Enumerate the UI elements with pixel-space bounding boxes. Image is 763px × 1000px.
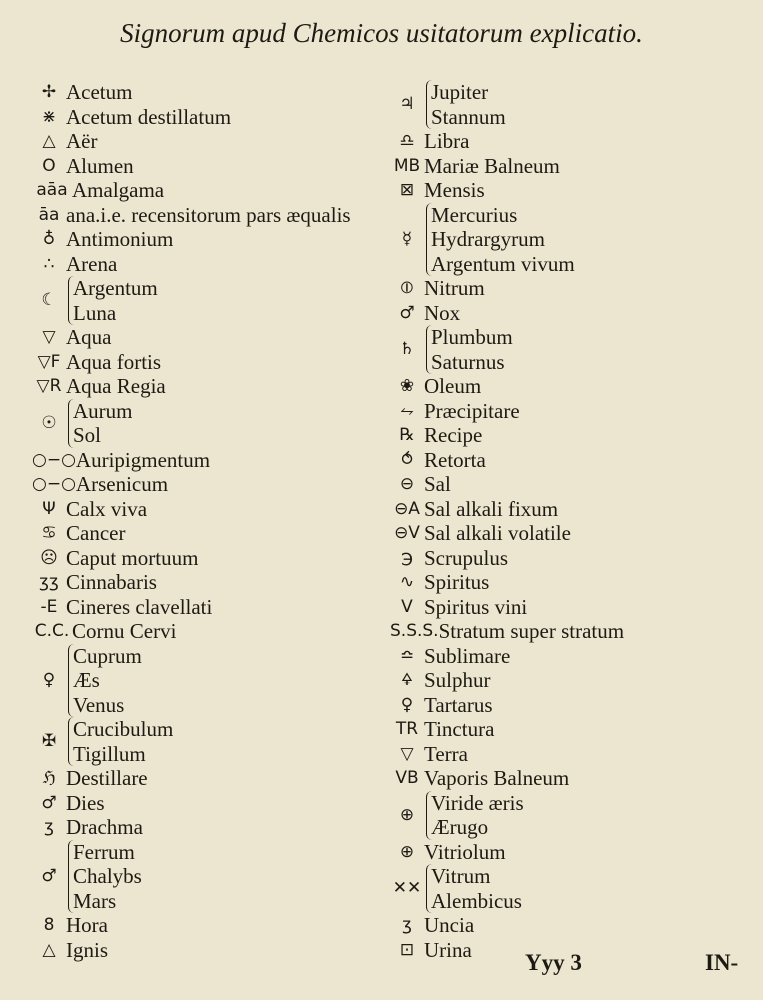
dram-icon: ʒ <box>44 817 54 837</box>
entry-term: Oleum <box>424 374 482 398</box>
brace-group <box>68 276 158 325</box>
entry-term: Nox <box>424 300 461 325</box>
glossary-entry <box>32 595 387 620</box>
entry-term: Cineres clavellati <box>66 594 213 619</box>
entry-term: Venus <box>73 692 125 717</box>
entry-term: Viride æris <box>431 790 524 815</box>
glossary-entry <box>390 129 755 154</box>
scruple-icon: ℈ <box>401 547 413 568</box>
niter-icon: ⦶ <box>400 278 414 298</box>
glossary-entry <box>32 154 387 179</box>
entry-term: Sulphur <box>424 668 491 692</box>
night-icon: ♂ <box>399 302 415 323</box>
glossary-entry <box>390 668 755 693</box>
entry-term: Mars <box>73 888 117 913</box>
entry-term: Tigillum <box>73 741 146 766</box>
entry-term: Mercurius <box>431 202 518 227</box>
precipitate-icon: ⥊ <box>400 400 414 421</box>
sulphur-icon: 🜍 <box>401 670 413 690</box>
entry-term: Chalybs <box>73 864 142 888</box>
entry-term: Antimonium <box>66 227 174 251</box>
catchword: IN- <box>705 950 739 975</box>
signature-mark: Yyy 3 <box>525 950 582 975</box>
entry-term: Aër <box>66 129 98 153</box>
glossary-entry <box>32 374 387 399</box>
double-cross-icon: ⋇ <box>41 106 57 127</box>
entry-term: Sublimare <box>424 643 511 668</box>
glossary-entry <box>390 203 755 277</box>
skull-icon: ☹ <box>40 547 58 568</box>
brace-group <box>68 644 142 718</box>
entry-term: Plumbum <box>431 325 513 349</box>
glossary-entry <box>390 693 755 718</box>
glossary-entry <box>390 276 755 301</box>
glossary-entry <box>32 178 387 203</box>
entry-term: Dies <box>66 790 105 815</box>
entry-term: Sal <box>424 472 451 496</box>
aa-icon: āa <box>38 204 60 225</box>
jupiter-icon: ♃ <box>399 94 415 115</box>
orpiment-icon: ○−○ <box>32 449 76 470</box>
glossary-entry <box>32 203 387 228</box>
glossary-entry <box>390 913 755 938</box>
vb-icon: VB <box>395 768 419 788</box>
glossary-entry <box>32 815 387 840</box>
spirit-wine-icon: V <box>401 596 413 617</box>
entry-term: Alumen <box>66 153 134 178</box>
aaa-icon: aāa <box>36 180 68 200</box>
hour-icon: 8 <box>43 915 55 935</box>
page-title: Signorum apud Chemicos usitatorum explicatio. <box>120 18 643 48</box>
libra-icon: ♎ <box>399 131 415 151</box>
entry-term: Alembicus <box>431 888 522 913</box>
entry-term: Aqua <box>66 325 112 349</box>
aqua-fortis-icon: ▽F <box>37 351 61 372</box>
glossary-entry <box>32 497 387 522</box>
glossary-entry <box>32 938 387 963</box>
cancer-icon: ♋ <box>41 523 57 543</box>
entry-term: Cuprum <box>73 643 142 668</box>
cinnabar-icon: ʒʒ <box>39 572 59 592</box>
entry-term: Cancer <box>66 521 126 545</box>
glossary-entry <box>32 619 387 644</box>
glossary-entry <box>390 619 755 644</box>
glossary-entry <box>32 252 387 277</box>
sss-icon: S.S.S. <box>390 621 439 641</box>
entry-term: Vitrum <box>431 864 491 888</box>
entry-term: Sol <box>73 423 102 447</box>
circle-icon: O <box>42 155 56 176</box>
brace-group <box>426 325 513 374</box>
salt-icon: ⊖ <box>399 474 415 494</box>
entry-term: Nitrum <box>424 276 485 300</box>
entry-term: Acetum <box>66 80 133 104</box>
retort-icon: ⥀ <box>401 449 413 470</box>
distill-icon: ℌ <box>42 768 56 788</box>
entry-term: Stratum super stratum <box>438 619 625 643</box>
ounce-icon: ʒ <box>402 915 412 935</box>
entry-term: Sal alkali volatile <box>424 521 571 545</box>
entry-term: Mensis <box>424 178 485 202</box>
entry-term: Saturnus <box>431 349 505 374</box>
mercury-icon: ☿ <box>401 229 413 249</box>
entry-term: Luna <box>73 300 117 325</box>
entry-term: Caput mortuum <box>66 545 199 570</box>
recipe-icon: ℞ <box>399 425 415 445</box>
glossary-entry <box>390 595 755 620</box>
antimony-icon: ♁ <box>42 229 56 249</box>
tartar-icon: ♀ <box>400 694 414 715</box>
entry-term: Drachma <box>66 815 143 839</box>
entry-term: Urina <box>424 937 472 962</box>
glossary-entry <box>390 717 755 742</box>
glossary-entry <box>32 766 387 791</box>
entry-term: Arena <box>66 251 118 276</box>
entry-term: Amalgama <box>72 178 165 202</box>
verdigris-icon: ⊕ <box>399 804 415 825</box>
entry-term: Spiritus vini <box>424 594 528 619</box>
water-triangle-icon: ▽ <box>42 327 56 347</box>
entry-term: ana.i.e. recensitorum pars æqualis <box>66 202 351 227</box>
entry-term: Præcipitare <box>424 398 520 423</box>
glossary-entry <box>390 840 755 865</box>
spirit-icon: ∿ <box>399 572 415 592</box>
arsenic-icon: ○−○ <box>32 474 76 494</box>
entry-term: Arsenicum <box>75 472 169 496</box>
glossary-entry <box>32 791 387 816</box>
entry-term: Uncia <box>424 913 475 937</box>
glossary-entry <box>390 546 755 571</box>
saturn-icon: ♄ <box>399 339 415 360</box>
glossary-entry <box>390 423 755 448</box>
entry-term: Vaporis Balneum <box>424 766 570 790</box>
brace-group <box>426 791 524 840</box>
glossary-entry <box>32 472 387 497</box>
entry-term: Vitriolum <box>424 839 506 864</box>
glossary-entry <box>390 766 755 791</box>
glass-icon: ✕✕ <box>392 878 422 899</box>
urine-icon: ⊡ <box>399 939 415 960</box>
glossary-entry <box>390 570 755 595</box>
glossary-entry <box>32 350 387 375</box>
entry-term: Hora <box>66 913 108 937</box>
entry-term: Argentum <box>73 276 158 300</box>
glossary-entry <box>390 472 755 497</box>
mars-icon: ♂ <box>41 866 57 886</box>
glossary-entry <box>32 105 387 130</box>
glossary-entry <box>32 325 387 350</box>
entry-term: Ferrum <box>73 839 135 864</box>
moon-icon: ☾ <box>41 290 57 311</box>
glossary-entry <box>32 717 387 766</box>
entry-term: Argentum vivum <box>431 251 575 276</box>
glossary-entry <box>32 644 387 718</box>
mb-icon: MB <box>393 155 421 176</box>
glossary-entry <box>390 301 755 326</box>
right-column <box>390 80 755 962</box>
triangle-bar-icon: △ <box>42 131 56 151</box>
sublimate-icon: ≏ <box>399 645 415 666</box>
volatile-alkali-icon: ⊖V <box>394 523 420 543</box>
glossary-entry <box>32 80 387 105</box>
entry-term: Hydrargyrum <box>431 227 545 251</box>
glossary-entry <box>32 399 387 448</box>
venus-icon: ♀ <box>42 670 56 690</box>
glossary-entry <box>32 276 387 325</box>
glossary-entry <box>390 80 755 129</box>
tincture-icon: TR <box>395 719 419 739</box>
glossary-entry <box>390 521 755 546</box>
brace-group <box>68 840 142 914</box>
maltese-cross-icon: ✠ <box>41 731 57 752</box>
left-column <box>32 80 387 962</box>
entry-term: Mariæ Balneum <box>424 153 560 178</box>
entry-term: Spiritus <box>424 570 490 594</box>
glossary-entry <box>32 570 387 595</box>
entry-term: Crucibulum <box>73 717 174 741</box>
vitriol-icon: ⊕ <box>399 841 415 862</box>
glossary-entry <box>390 644 755 669</box>
brace-group <box>426 864 522 913</box>
sun-icon: ☉ <box>41 412 57 433</box>
glossary-entry <box>32 448 387 473</box>
day-icon: ♂ <box>41 792 57 813</box>
earth-icon: ▽ <box>400 743 414 764</box>
glossary-entry <box>32 913 387 938</box>
entry-term: Recipe <box>424 423 483 447</box>
glossary-entry <box>390 399 755 424</box>
glossary-entry <box>390 791 755 840</box>
aqua-regia-icon: ▽R <box>36 376 62 396</box>
glossary-entry <box>32 521 387 546</box>
entry-term: Acetum destillatum <box>66 104 232 129</box>
entry-term: Tartarus <box>424 692 493 717</box>
glossary-entry <box>32 546 387 571</box>
glossary-entry <box>390 154 755 179</box>
fixed-alkali-icon: ⊖A <box>394 498 420 519</box>
glossary-entry <box>32 840 387 914</box>
glossary-entry <box>390 742 755 767</box>
glossary-entry <box>390 497 755 522</box>
boxed-x-icon: ⊠ <box>399 180 415 200</box>
entry-term: Aurum <box>73 398 133 423</box>
glossary-entry <box>32 129 387 154</box>
entry-term: Aqua Regia <box>66 374 166 398</box>
entry-term: Libra <box>424 129 470 153</box>
entry-term: Retorta <box>424 447 486 472</box>
brace-group <box>426 80 506 129</box>
oil-icon: ❀ <box>399 376 415 396</box>
entry-term: Destillare <box>66 766 148 790</box>
brace-group <box>68 717 173 766</box>
glossary-entry <box>390 178 755 203</box>
brace-group <box>68 399 133 448</box>
entry-term: Cinnabaris <box>66 570 157 594</box>
entry-term: Æs <box>73 668 100 692</box>
glossary-entry <box>32 227 387 252</box>
cross-icon: ✢ <box>41 82 57 102</box>
entry-term: Terra <box>424 741 468 766</box>
entry-term: Jupiter <box>431 80 489 104</box>
ash-icon: -E <box>40 596 58 617</box>
entry-term: Ignis <box>66 937 108 962</box>
glossary-entry <box>390 864 755 913</box>
entry-term: Calx viva <box>66 496 148 521</box>
glossary-entry <box>390 374 755 399</box>
entry-term: Aqua fortis <box>66 349 162 374</box>
entry-term: Tinctura <box>424 717 495 741</box>
entry-term: Cornu Cervi <box>72 619 177 643</box>
entry-term: Ærugo <box>431 815 489 839</box>
trident-icon: Ψ <box>42 498 56 519</box>
fire-triangle-icon: △ <box>42 939 56 960</box>
three-dots-icon: ∴ <box>43 253 55 274</box>
entry-term: Stannum <box>431 104 506 129</box>
brace-group <box>426 203 575 277</box>
entry-term: Scrupulus <box>424 545 508 570</box>
glossary-entry <box>390 448 755 473</box>
glossary-entry <box>390 325 755 374</box>
cc-icon: C.C. <box>34 621 70 641</box>
entry-term: Sal alkali fixum <box>424 496 559 521</box>
entry-term: Auripigmentum <box>75 447 211 472</box>
